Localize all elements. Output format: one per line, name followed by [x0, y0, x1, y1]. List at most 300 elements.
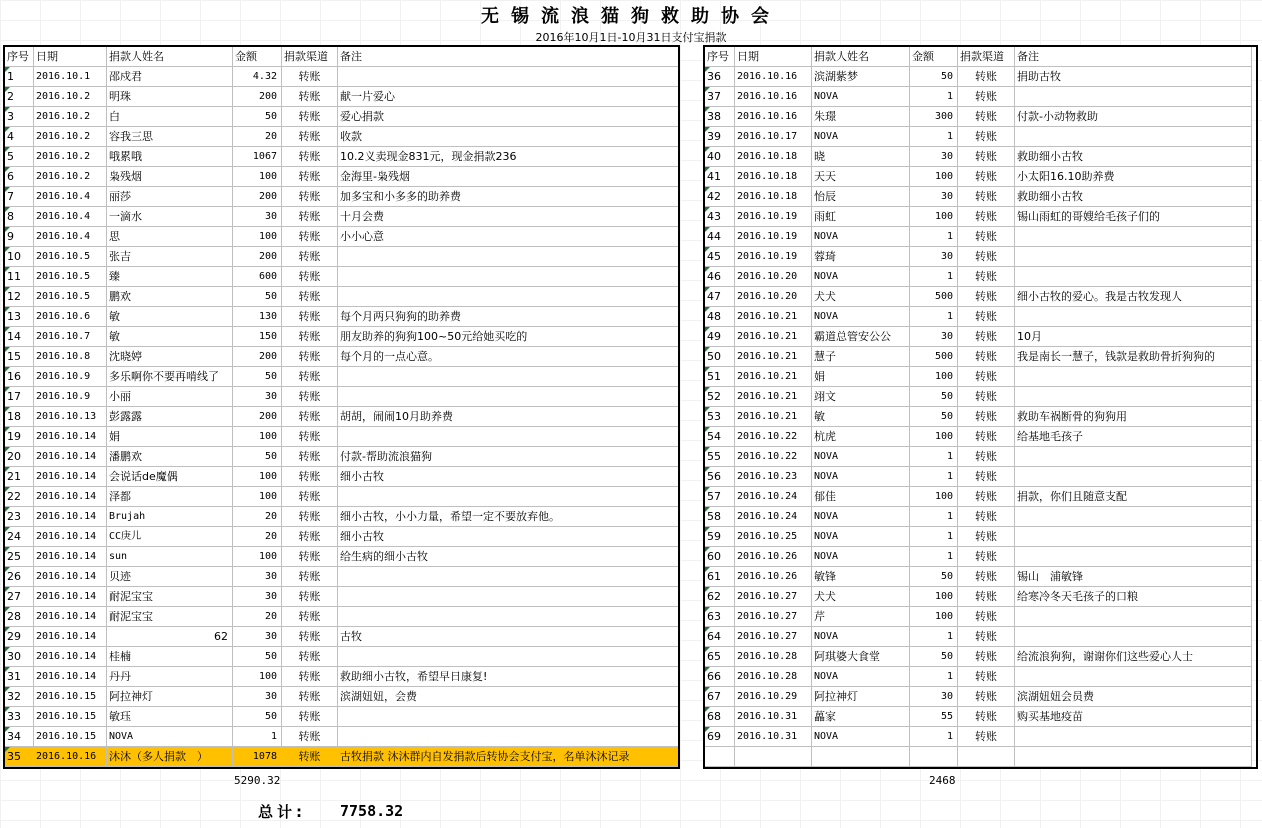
row-note[interactable]: 锡山 浦敏锋	[1015, 567, 1252, 587]
row-note[interactable]: 救助细小古牧	[1015, 187, 1252, 207]
row-donor[interactable]: 62	[107, 627, 233, 647]
empty-cell[interactable]	[910, 747, 958, 767]
row-note[interactable]: 10.2义卖现金831元，现金捐款236	[338, 147, 680, 167]
row-channel[interactable]: 转账	[958, 207, 1015, 227]
row-donor[interactable]: NOVA	[812, 667, 910, 687]
row-date[interactable]: 2016.10.28	[735, 647, 812, 667]
row-index[interactable]: 57	[705, 487, 735, 507]
row-note[interactable]	[338, 367, 680, 387]
row-date[interactable]: 2016.10.9	[34, 387, 107, 407]
row-donor[interactable]: NOVA	[107, 727, 233, 747]
row-date[interactable]: 2016.10.19	[735, 207, 812, 227]
row-index[interactable]: 60	[705, 547, 735, 567]
row-note[interactable]	[1015, 247, 1252, 267]
row-date[interactable]: 2016.10.4	[34, 207, 107, 227]
row-index[interactable]: 27	[5, 587, 34, 607]
row-channel[interactable]: 转账	[282, 307, 338, 327]
row-note[interactable]	[1015, 227, 1252, 247]
row-donor[interactable]: 彭露露	[107, 407, 233, 427]
row-amount[interactable]: 200	[233, 87, 282, 107]
row-note[interactable]: 细小古牧	[338, 467, 680, 487]
row-date[interactable]: 2016.10.14	[34, 487, 107, 507]
row-date[interactable]: 2016.10.8	[34, 347, 107, 367]
row-donor[interactable]: 白	[107, 107, 233, 127]
row-index[interactable]: 43	[705, 207, 735, 227]
row-donor[interactable]: 臻	[107, 267, 233, 287]
row-date[interactable]: 2016.10.27	[735, 627, 812, 647]
row-amount[interactable]: 50	[233, 287, 282, 307]
row-amount[interactable]: 200	[233, 187, 282, 207]
row-index[interactable]: 5	[5, 147, 34, 167]
row-index[interactable]: 41	[705, 167, 735, 187]
row-channel[interactable]: 转账	[958, 547, 1015, 567]
row-date[interactable]: 2016.10.21	[735, 367, 812, 387]
row-channel[interactable]: 转账	[282, 547, 338, 567]
row-channel[interactable]: 转账	[958, 727, 1015, 747]
row-date[interactable]: 2016.10.14	[34, 547, 107, 567]
row-channel[interactable]: 转账	[958, 347, 1015, 367]
row-note[interactable]: 细小古牧，小小力量，希望一定不要放弃他。	[338, 507, 680, 527]
row-note[interactable]	[338, 727, 680, 747]
row-date[interactable]: 2016.10.21	[735, 327, 812, 347]
row-date[interactable]: 2016.10.26	[735, 567, 812, 587]
row-index[interactable]: 35	[5, 747, 34, 767]
row-channel[interactable]: 转账	[282, 367, 338, 387]
row-note[interactable]: 捐助古牧	[1015, 67, 1252, 87]
row-amount[interactable]: 30	[233, 387, 282, 407]
row-channel[interactable]: 转账	[958, 387, 1015, 407]
row-index[interactable]: 22	[5, 487, 34, 507]
row-amount[interactable]: 1067	[233, 147, 282, 167]
row-index[interactable]: 6	[5, 167, 34, 187]
row-amount[interactable]: 1	[910, 627, 958, 647]
row-index[interactable]: 42	[705, 187, 735, 207]
row-amount[interactable]: 30	[233, 627, 282, 647]
row-index[interactable]: 56	[705, 467, 735, 487]
row-date[interactable]: 2016.10.16	[34, 747, 107, 767]
row-amount[interactable]: 600	[233, 267, 282, 287]
row-note[interactable]	[1015, 627, 1252, 647]
row-index[interactable]: 2	[5, 87, 34, 107]
row-date[interactable]: 2016.10.24	[735, 507, 812, 527]
row-channel[interactable]: 转账	[282, 487, 338, 507]
row-amount[interactable]: 100	[910, 367, 958, 387]
row-date[interactable]: 2016.10.14	[34, 527, 107, 547]
row-note[interactable]: 救助细小古牧	[1015, 147, 1252, 167]
row-donor[interactable]: 鹏欢	[107, 287, 233, 307]
row-date[interactable]: 2016.10.16	[735, 107, 812, 127]
row-date[interactable]: 2016.10.31	[735, 707, 812, 727]
row-note[interactable]	[1015, 467, 1252, 487]
row-index[interactable]: 48	[705, 307, 735, 327]
row-donor[interactable]: 潘鹏欢	[107, 447, 233, 467]
row-channel[interactable]: 转账	[282, 567, 338, 587]
row-date[interactable]: 2016.10.14	[34, 667, 107, 687]
row-index[interactable]: 62	[705, 587, 735, 607]
row-channel[interactable]: 转账	[282, 67, 338, 87]
row-amount[interactable]: 50	[910, 67, 958, 87]
row-donor[interactable]: 霸道总管安公公	[812, 327, 910, 347]
row-donor[interactable]: NOVA	[812, 127, 910, 147]
row-note[interactable]	[1015, 727, 1252, 747]
row-donor[interactable]: 哦累哦	[107, 147, 233, 167]
row-donor[interactable]: NOVA	[812, 527, 910, 547]
row-channel[interactable]: 转账	[282, 147, 338, 167]
row-amount[interactable]: 100	[910, 427, 958, 447]
row-amount[interactable]: 20	[233, 527, 282, 547]
row-index[interactable]: 65	[705, 647, 735, 667]
row-note[interactable]: 胡胡，闹闹10月助养费	[338, 407, 680, 427]
row-note[interactable]	[1015, 127, 1252, 147]
row-donor[interactable]: 犬犬	[812, 587, 910, 607]
row-date[interactable]: 2016.10.2	[34, 127, 107, 147]
row-date[interactable]: 2016.10.16	[735, 87, 812, 107]
row-donor[interactable]: 藟家	[812, 707, 910, 727]
row-note[interactable]: 十月会费	[338, 207, 680, 227]
row-date[interactable]: 2016.10.14	[34, 587, 107, 607]
row-donor[interactable]: 滨湖紫梦	[812, 67, 910, 87]
row-channel[interactable]: 转账	[282, 107, 338, 127]
row-amount[interactable]: 1	[910, 127, 958, 147]
row-donor[interactable]: 晓	[812, 147, 910, 167]
row-index[interactable]: 40	[705, 147, 735, 167]
row-note[interactable]: 爱心捐款	[338, 107, 680, 127]
row-amount[interactable]: 1	[910, 447, 958, 467]
row-note[interactable]: 救助细小古牧，希望早日康复!	[338, 667, 680, 687]
row-amount[interactable]: 1	[910, 547, 958, 567]
row-date[interactable]: 2016.10.19	[735, 247, 812, 267]
row-channel[interactable]: 转账	[958, 147, 1015, 167]
row-index[interactable]: 52	[705, 387, 735, 407]
empty-cell[interactable]	[958, 747, 1015, 767]
row-note[interactable]: 加多宝和小多多的助养费	[338, 187, 680, 207]
row-amount[interactable]: 30	[910, 687, 958, 707]
row-date[interactable]: 2016.10.5	[34, 247, 107, 267]
row-date[interactable]: 2016.10.17	[735, 127, 812, 147]
row-note[interactable]: 滨湖妞妞，会费	[338, 687, 680, 707]
row-channel[interactable]: 转账	[958, 127, 1015, 147]
row-date[interactable]: 2016.10.16	[735, 67, 812, 87]
row-channel[interactable]: 转账	[958, 507, 1015, 527]
row-channel[interactable]: 转账	[958, 527, 1015, 547]
row-note[interactable]	[1015, 267, 1252, 287]
row-index[interactable]: 54	[705, 427, 735, 447]
row-note[interactable]: 锡山雨虹的哥嫂给毛孩子们的	[1015, 207, 1252, 227]
row-channel[interactable]: 转账	[958, 487, 1015, 507]
row-channel[interactable]: 转账	[282, 287, 338, 307]
row-date[interactable]: 2016.10.5	[34, 287, 107, 307]
row-channel[interactable]: 转账	[958, 587, 1015, 607]
row-channel[interactable]: 转账	[282, 587, 338, 607]
row-date[interactable]: 2016.10.14	[34, 507, 107, 527]
row-index[interactable]: 58	[705, 507, 735, 527]
row-date[interactable]: 2016.10.1	[34, 67, 107, 87]
row-donor[interactable]: 娟	[107, 427, 233, 447]
row-amount[interactable]: 100	[233, 667, 282, 687]
row-amount[interactable]: 1	[910, 267, 958, 287]
row-note[interactable]: 小太阳16.10助养费	[1015, 167, 1252, 187]
row-index[interactable]: 44	[705, 227, 735, 247]
row-note[interactable]	[338, 287, 680, 307]
row-note[interactable]	[1015, 307, 1252, 327]
row-channel[interactable]: 转账	[282, 227, 338, 247]
row-amount[interactable]: 30	[233, 687, 282, 707]
row-amount[interactable]: 300	[910, 107, 958, 127]
row-note[interactable]: 细小古牧的爱心。我是古牧发现人	[1015, 287, 1252, 307]
row-amount[interactable]: 50	[233, 647, 282, 667]
row-donor[interactable]: 丹丹	[107, 667, 233, 687]
row-donor[interactable]: 容我三思	[107, 127, 233, 147]
row-index[interactable]: 34	[5, 727, 34, 747]
row-date[interactable]: 2016.10.22	[735, 427, 812, 447]
row-date[interactable]: 2016.10.14	[34, 447, 107, 467]
row-date[interactable]: 2016.10.15	[34, 727, 107, 747]
row-note[interactable]: 每个月的一点心意。	[338, 347, 680, 367]
row-index[interactable]: 32	[5, 687, 34, 707]
row-channel[interactable]: 转账	[958, 607, 1015, 627]
row-channel[interactable]: 转账	[282, 167, 338, 187]
row-channel[interactable]: 转账	[958, 367, 1015, 387]
row-date[interactable]: 2016.10.24	[735, 487, 812, 507]
row-donor[interactable]: 沐沐（多人捐款 ）	[107, 747, 233, 767]
row-date[interactable]: 2016.10.2	[34, 87, 107, 107]
row-amount[interactable]: 100	[910, 587, 958, 607]
row-index[interactable]: 69	[705, 727, 735, 747]
row-donor[interactable]: 敏	[107, 327, 233, 347]
row-channel[interactable]: 转账	[958, 687, 1015, 707]
row-channel[interactable]: 转账	[282, 207, 338, 227]
row-amount[interactable]: 100	[910, 487, 958, 507]
row-index[interactable]: 20	[5, 447, 34, 467]
row-channel[interactable]: 转账	[282, 407, 338, 427]
row-note[interactable]	[338, 647, 680, 667]
row-channel[interactable]: 转账	[958, 87, 1015, 107]
row-date[interactable]: 2016.10.14	[34, 427, 107, 447]
row-channel[interactable]: 转账	[958, 327, 1015, 347]
row-date[interactable]: 2016.10.27	[735, 587, 812, 607]
row-amount[interactable]: 1	[910, 227, 958, 247]
row-donor[interactable]: 邵戍君	[107, 67, 233, 87]
row-donor[interactable]: NOVA	[812, 627, 910, 647]
row-note[interactable]: 朋友助养的狗狗100~50元给她买吃的	[338, 327, 680, 347]
row-amount[interactable]: 50	[910, 567, 958, 587]
row-note[interactable]: 滨湖妞妞会员费	[1015, 687, 1252, 707]
row-channel[interactable]: 转账	[282, 527, 338, 547]
row-date[interactable]: 2016.10.2	[34, 147, 107, 167]
row-donor[interactable]: 泽都	[107, 487, 233, 507]
row-amount[interactable]: 55	[910, 707, 958, 727]
row-donor[interactable]: NOVA	[812, 447, 910, 467]
row-channel[interactable]: 转账	[282, 387, 338, 407]
row-note[interactable]	[338, 487, 680, 507]
row-donor[interactable]: 阿拉神灯	[812, 687, 910, 707]
row-note[interactable]	[1015, 527, 1252, 547]
row-note[interactable]	[1015, 447, 1252, 467]
row-donor[interactable]: 会说话de魔偶	[107, 467, 233, 487]
row-channel[interactable]: 转账	[958, 447, 1015, 467]
row-note[interactable]	[338, 387, 680, 407]
row-donor[interactable]: 雨虹	[812, 207, 910, 227]
row-index[interactable]: 38	[705, 107, 735, 127]
row-note[interactable]: 给生病的细小古牧	[338, 547, 680, 567]
row-date[interactable]: 2016.10.7	[34, 327, 107, 347]
row-amount[interactable]: 30	[910, 327, 958, 347]
row-amount[interactable]: 1	[910, 467, 958, 487]
row-donor[interactable]: NOVA	[812, 87, 910, 107]
row-donor[interactable]: 娟	[812, 367, 910, 387]
row-amount[interactable]: 500	[910, 347, 958, 367]
row-channel[interactable]: 转账	[958, 247, 1015, 267]
row-amount[interactable]: 200	[233, 407, 282, 427]
row-note[interactable]: 每个月两只狗狗的助养费	[338, 307, 680, 327]
row-donor[interactable]: 小丽	[107, 387, 233, 407]
row-index[interactable]: 13	[5, 307, 34, 327]
row-note[interactable]: 古牧捐款 沐沐群内自发捐款后转协会支付宝，名单沐沐记录	[338, 747, 680, 767]
row-date[interactable]: 2016.10.21	[735, 407, 812, 427]
row-donor[interactable]: 阿琪婆大食堂	[812, 647, 910, 667]
row-index[interactable]: 61	[705, 567, 735, 587]
row-channel[interactable]: 转账	[282, 727, 338, 747]
row-date[interactable]: 2016.10.28	[735, 667, 812, 687]
row-amount[interactable]: 100	[233, 427, 282, 447]
row-donor[interactable]: 郁佳	[812, 487, 910, 507]
row-donor[interactable]: NOVA	[812, 307, 910, 327]
row-channel[interactable]: 转账	[282, 87, 338, 107]
row-channel[interactable]: 转账	[282, 607, 338, 627]
row-channel[interactable]: 转账	[282, 327, 338, 347]
row-date[interactable]: 2016.10.15	[34, 687, 107, 707]
row-channel[interactable]: 转账	[958, 287, 1015, 307]
row-date[interactable]: 2016.10.23	[735, 467, 812, 487]
row-index[interactable]: 50	[705, 347, 735, 367]
row-amount[interactable]: 100	[233, 227, 282, 247]
row-note[interactable]: 付款-帮助流浪猫狗	[338, 447, 680, 467]
row-note[interactable]: 付款-小动物救助	[1015, 107, 1252, 127]
row-amount[interactable]: 100	[233, 167, 282, 187]
row-note[interactable]: 小小心意	[338, 227, 680, 247]
row-date[interactable]: 2016.10.18	[735, 167, 812, 187]
row-channel[interactable]: 转账	[282, 707, 338, 727]
row-channel[interactable]: 转账	[958, 627, 1015, 647]
row-date[interactable]: 2016.10.14	[34, 647, 107, 667]
row-donor[interactable]: 耐泥宝宝	[107, 587, 233, 607]
row-index[interactable]: 26	[5, 567, 34, 587]
row-note[interactable]	[338, 247, 680, 267]
row-donor[interactable]: NOVA	[812, 267, 910, 287]
row-amount[interactable]: 50	[910, 387, 958, 407]
row-donor[interactable]: 耐泥宝宝	[107, 607, 233, 627]
row-index[interactable]: 28	[5, 607, 34, 627]
row-index[interactable]: 16	[5, 367, 34, 387]
row-donor[interactable]: 蓉琦	[812, 247, 910, 267]
row-channel[interactable]: 转账	[958, 467, 1015, 487]
row-note[interactable]	[338, 67, 680, 87]
row-amount[interactable]: 100	[233, 467, 282, 487]
row-amount[interactable]: 50	[233, 707, 282, 727]
row-channel[interactable]: 转账	[282, 427, 338, 447]
row-note[interactable]	[1015, 607, 1252, 627]
row-date[interactable]: 2016.10.2	[34, 107, 107, 127]
row-donor[interactable]: 敏珏	[107, 707, 233, 727]
row-amount[interactable]: 100	[233, 487, 282, 507]
empty-cell[interactable]	[1015, 747, 1252, 767]
row-channel[interactable]: 转账	[282, 347, 338, 367]
row-note[interactable]: 给流浪狗狗，谢谢你们这些爱心人士	[1015, 647, 1252, 667]
row-donor[interactable]: 天天	[812, 167, 910, 187]
row-donor[interactable]: NOVA	[812, 507, 910, 527]
row-note[interactable]: 献一片爱心	[338, 87, 680, 107]
row-index[interactable]: 68	[705, 707, 735, 727]
row-date[interactable]: 2016.10.13	[34, 407, 107, 427]
row-index[interactable]: 9	[5, 227, 34, 247]
row-channel[interactable]: 转账	[958, 67, 1015, 87]
empty-cell[interactable]	[812, 747, 910, 767]
row-channel[interactable]: 转账	[958, 427, 1015, 447]
row-index[interactable]: 30	[5, 647, 34, 667]
row-amount[interactable]: 130	[233, 307, 282, 327]
row-channel[interactable]: 转账	[282, 447, 338, 467]
row-note[interactable]: 10月	[1015, 327, 1252, 347]
row-date[interactable]: 2016.10.29	[735, 687, 812, 707]
row-donor[interactable]: sun	[107, 547, 233, 567]
row-index[interactable]: 3	[5, 107, 34, 127]
row-amount[interactable]: 30	[910, 147, 958, 167]
row-index[interactable]: 46	[705, 267, 735, 287]
row-donor[interactable]: 芹	[812, 607, 910, 627]
empty-cell[interactable]	[705, 747, 735, 767]
row-channel[interactable]: 转账	[282, 687, 338, 707]
row-note[interactable]: 救助车祸断骨的狗狗用	[1015, 407, 1252, 427]
row-index[interactable]: 37	[705, 87, 735, 107]
row-date[interactable]: 2016.10.5	[34, 267, 107, 287]
row-index[interactable]: 55	[705, 447, 735, 467]
row-amount[interactable]: 150	[233, 327, 282, 347]
row-note[interactable]	[1015, 87, 1252, 107]
row-amount[interactable]: 30	[233, 207, 282, 227]
row-amount[interactable]: 4.32	[233, 67, 282, 87]
row-index[interactable]: 63	[705, 607, 735, 627]
row-amount[interactable]: 20	[233, 507, 282, 527]
row-index[interactable]: 7	[5, 187, 34, 207]
row-date[interactable]: 2016.10.26	[735, 547, 812, 567]
row-amount[interactable]: 1	[910, 527, 958, 547]
row-donor[interactable]: 阿拉神灯	[107, 687, 233, 707]
row-date[interactable]: 2016.10.18	[735, 187, 812, 207]
row-date[interactable]: 2016.10.21	[735, 307, 812, 327]
row-index[interactable]: 11	[5, 267, 34, 287]
row-note[interactable]	[1015, 547, 1252, 567]
row-index[interactable]: 4	[5, 127, 34, 147]
row-donor[interactable]: 敏	[107, 307, 233, 327]
row-donor[interactable]: 翊文	[812, 387, 910, 407]
row-amount[interactable]: 100	[233, 547, 282, 567]
row-index[interactable]: 29	[5, 627, 34, 647]
row-index[interactable]: 33	[5, 707, 34, 727]
row-index[interactable]: 12	[5, 287, 34, 307]
row-channel[interactable]: 转账	[282, 627, 338, 647]
row-amount[interactable]: 50	[233, 447, 282, 467]
row-channel[interactable]: 转账	[282, 747, 338, 767]
row-channel[interactable]: 转账	[958, 307, 1015, 327]
row-date[interactable]: 2016.10.25	[735, 527, 812, 547]
row-index[interactable]: 18	[5, 407, 34, 427]
row-amount[interactable]: 30	[233, 567, 282, 587]
row-donor[interactable]: 沈晓婷	[107, 347, 233, 367]
row-channel[interactable]: 转账	[958, 567, 1015, 587]
row-note[interactable]	[338, 567, 680, 587]
row-channel[interactable]: 转账	[282, 267, 338, 287]
row-donor[interactable]: Brujah	[107, 507, 233, 527]
